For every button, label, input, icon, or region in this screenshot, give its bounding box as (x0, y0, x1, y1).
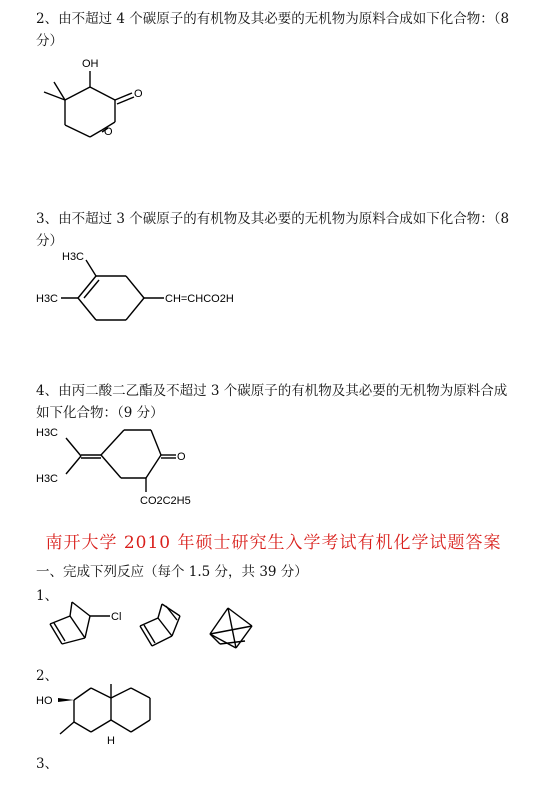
q3-cyclohexene-structure (36, 248, 276, 343)
answer-2-decalin-structure (36, 680, 176, 755)
question-3-text: 3、由不超过 3 个碳原子的有机物及其必要的无机物为原料合成如下化合物：（8分） (36, 211, 510, 249)
q2-oh-label: OH (82, 58, 99, 70)
answer-1-structures (40, 596, 280, 661)
answer-2-ho: HO (36, 695, 53, 707)
q4-cyclohexanone-structure (36, 420, 256, 515)
q3-left-methyl: H3C (36, 293, 59, 305)
q4-ketone-o: O (177, 451, 186, 463)
question-2-text: 2、由不超过 4 个碳原子的有机物及其必要的无机物为原料合成如下化合物：（8分） (36, 11, 510, 49)
q3-top-methyl: H3C (62, 251, 85, 263)
q2-ring-o: O (104, 126, 113, 138)
q2-carbonyl-o: O (134, 88, 143, 100)
section-one-heading: 一、完成下列反应（每个 1.5 分，共 39 分） (36, 564, 308, 580)
q4-bottom-methyl: H3C (36, 473, 59, 485)
answer-title: 南开大学 2010 年硕士研究生入学考试有机化学试题答案 (45, 533, 502, 553)
q3-side-chain: CH=CHCO2H (165, 293, 234, 305)
question-4-text: 4、由丙二酸二乙酯及不超过 3 个碳原子的有机物及其必要的无机物为原料合成如下化合物：（9 分） (36, 383, 508, 421)
q4-ester: CO2C2H5 (140, 495, 191, 507)
answer-1-cl: Cl (111, 611, 122, 623)
answer-1-label: 1、 (36, 588, 59, 604)
answer-2-h: H (107, 735, 115, 747)
answer-2-label: 2、 (36, 668, 59, 684)
q2-lactone-structure (30, 55, 170, 160)
answer-3-label: 3、 (36, 756, 59, 772)
q4-top-methyl: H3C (36, 427, 59, 439)
